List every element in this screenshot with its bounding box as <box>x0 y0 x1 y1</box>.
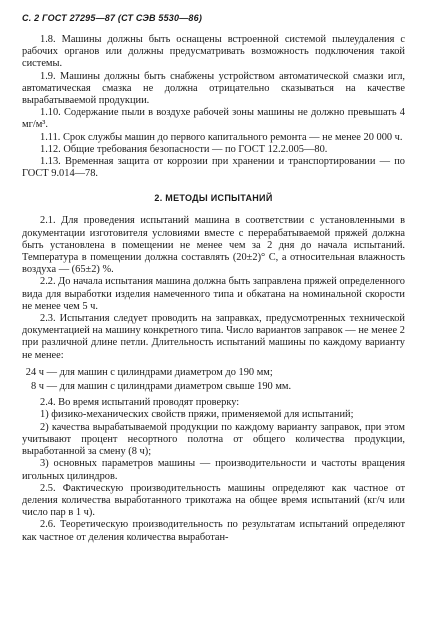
duration-line <box>22 381 405 393</box>
list-item-2: 2) качества вырабатываемой продукции по каждому варианту заправок, при этом учитывают процент несортного полотна от общего количества продукции, выработанной за смену (8 ч); <box>22 421 405 458</box>
paragraph-1-10: 1.10. Содержание пыли в воздухе рабочей зоны машины не должно превышать 4 мг/м³. <box>22 107 405 131</box>
duration-line <box>22 367 405 379</box>
paragraph-1-13: 1.13. Временная защита от коррозии при хранении и транспортировании — по ГОСТ 9.014—78. <box>22 156 405 180</box>
paragraph-2-6: 2.6. Теоретическую производительность по результатам испытаний определяют как частное от деления количества выработан- <box>22 519 405 543</box>
paragraph-2-4: 2.4. Во время испытаний проводят проверку: <box>40 397 240 409</box>
duration-value: 8 ч <box>30 381 44 393</box>
duration-text: — для машин с цилиндрами диаметром свыше 190 мм. <box>46 381 292 393</box>
paragraph-2-1: 2.1. Для проведения испытаний машина в соответствии с установленными в документации изготовителя условиями вместе с перерабатываемой пряжей должна быть установлена в помещении не менее чем за 2 дня до начала испытаний. Температура в помещении должна составлять (20±2)° С, а относительная влажность воздуха — (65±2) %. <box>22 215 405 276</box>
section-title: 2. МЕТОДЫ ИСПЫТАНИЙ <box>154 193 273 204</box>
paragraph-2-2: 2.2. До начала испытания машина должна быть заправлена пряжей определенного вида для выработки изделия намеченного типа и обкатана на номинальной скорости не менее чем 5 ч. <box>22 276 405 312</box>
list-item-1: 1) физико-механических свойств пряжи, применяемой для испытаний; <box>40 409 354 421</box>
paragraph-1-9: 1.9. Машины должны быть снабжены устройством автоматической смазки игл, автоматическая смазка не должна отрицательно сказываться на качестве вырабатываемой продукции. <box>22 70 405 107</box>
paragraph-1-12: 1.12. Общие требования безопасности — по ГОСТ 12.2.005—80. <box>40 143 328 155</box>
paragraph-1-8: 1.8. Машины должны быть оснащены встроенной системой пылеудаления с рабочих органов или должны предусматривать возможность подключения такой системы. <box>22 34 405 70</box>
duration-value: 24 ч <box>25 366 44 378</box>
paragraph-2-3: 2.3. Испытания следует проводить на заправках, предусмотренных технической документацией на машину конкретного типа. Число вариантов заправок — не менее 2 при различной длине петли. Длительность испытаний машины по каждому варианту не менее: <box>22 313 405 361</box>
list-item-3: 3) основных параметров машины — производительности и частоты вращения игольных цилиндров. <box>22 458 405 482</box>
paragraph-1-11: 1.11. Срок службы машин до первого капитального ремонта — не менее 20 000 ч. <box>40 131 403 143</box>
duration-text: — для машин с цилиндрами диаметром до 190 мм; <box>46 366 273 378</box>
page-header: С. 2 ГОСТ 27295—87 (СТ СЭВ 5530—86) <box>22 13 203 23</box>
paragraph-2-5: 2.5. Фактическую производительность машины определяют как частное от деления количества выработанного трикотажа на общее время испытаний (кг/ч или число пар в 1 ч). <box>22 482 405 519</box>
